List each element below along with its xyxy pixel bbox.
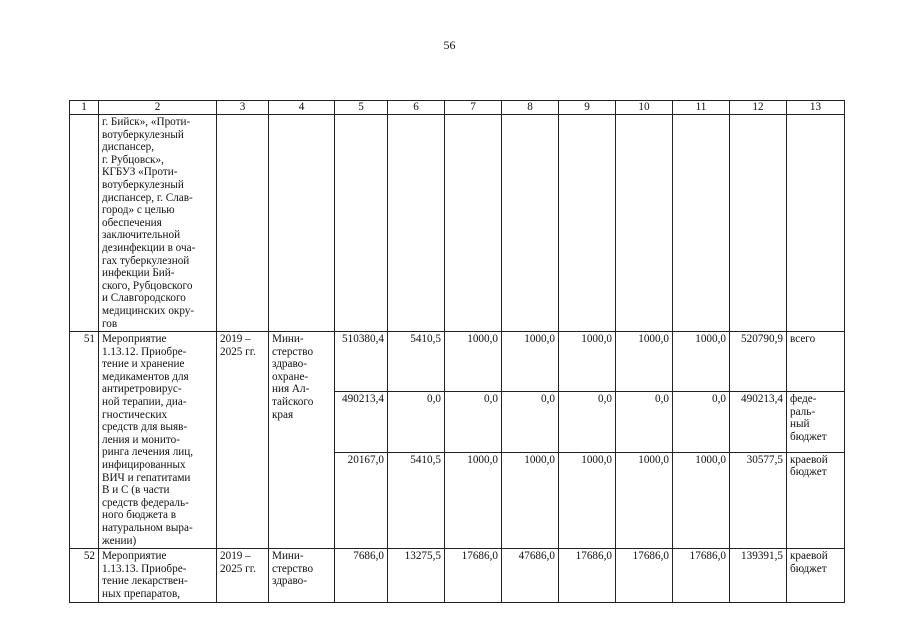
- value-cell: 1000,0: [616, 332, 673, 392]
- value-cell: 0,0: [388, 391, 445, 452]
- value-cell: 7686,0: [335, 549, 388, 602]
- column-header: 10: [616, 101, 673, 115]
- value-cell: 17686,0: [616, 549, 673, 602]
- value-cell: 5410,5: [388, 332, 445, 392]
- implementation-period: 2019 – 2025 гг.: [217, 549, 269, 602]
- header-row: [70, 101, 845, 115]
- row-number: 51: [70, 332, 99, 549]
- value-cell: 1000,0: [445, 452, 502, 548]
- measure-description: Мероприятие 1.13.13. Приобре- тение лекарствен- ных препаратов,: [99, 549, 217, 602]
- value-cell: 0,0: [502, 391, 559, 452]
- total-value-cell: 139391,5: [730, 549, 787, 602]
- page-number: 56: [443, 38, 456, 52]
- funding-source: краевой бюджет: [787, 549, 845, 602]
- measure-description: Мероприятие 1.13.12. Приобре- тение и хранение медикаментов для антиретровирус- ной терапии, диа- гностических средств для выяв- ления и монито- ринга лечения лиц, инфицированных ВИЧ и гепатитами В и С (в части средств федераль- ного бюджета в натуральном выра- жении): [99, 332, 217, 549]
- total-value-cell: 520790,9: [730, 332, 787, 392]
- responsible-executor: Мини- стерство здраво-: [269, 549, 335, 602]
- value-cell: 1000,0: [502, 332, 559, 392]
- column-header: 3: [217, 101, 269, 115]
- implementation-period: 2019 – 2025 гг.: [217, 332, 269, 549]
- column-header: 13: [787, 101, 845, 115]
- funding-source: всего: [787, 332, 845, 392]
- column-header: 1: [70, 101, 99, 115]
- column-header: 2: [99, 101, 217, 115]
- value-cell: 0,0: [673, 391, 730, 452]
- column-header: 5: [335, 101, 388, 115]
- column-header: 9: [559, 101, 616, 115]
- value-cell: 0,0: [445, 391, 502, 452]
- table-row-52: [70, 549, 845, 602]
- value-cell: 1000,0: [673, 452, 730, 548]
- value-cell: 490213,4: [335, 391, 388, 452]
- value-cell: 13275,5: [388, 549, 445, 602]
- value-cell: 5410,5: [388, 452, 445, 548]
- column-header: 6: [388, 101, 445, 115]
- value-cell: 0,0: [559, 391, 616, 452]
- column-header: 7: [445, 101, 502, 115]
- value-cell: 510380,4: [335, 332, 388, 392]
- value-cell: 1000,0: [502, 452, 559, 548]
- value-cell: 1000,0: [559, 332, 616, 392]
- program-table: [69, 100, 845, 603]
- value-cell: 1000,0: [445, 332, 502, 392]
- funding-source: феде- раль- ный бюджет: [787, 391, 845, 452]
- value-cell: 17686,0: [559, 549, 616, 602]
- value-cell: 1000,0: [559, 452, 616, 548]
- value-cell: 47686,0: [502, 549, 559, 602]
- value-cell: 17686,0: [445, 549, 502, 602]
- value-cell: 20167,0: [335, 452, 388, 548]
- column-header: 8: [502, 101, 559, 115]
- total-value-cell: 30577,5: [730, 452, 787, 548]
- value-cell: 0,0: [616, 391, 673, 452]
- funding-source: краевой бюджет: [787, 452, 845, 548]
- column-header: 11: [673, 101, 730, 115]
- row-number: 52: [70, 549, 99, 602]
- table-row-51-total: [70, 332, 845, 392]
- continuation-row: [70, 115, 845, 332]
- value-cell: 17686,0: [673, 549, 730, 602]
- responsible-executor: Мини- стерство здраво- охране- ния Ал- тайского края: [269, 332, 335, 549]
- value-cell: 1000,0: [673, 332, 730, 392]
- value-cell: 1000,0: [616, 452, 673, 548]
- column-header: 12: [730, 101, 787, 115]
- column-header: 4: [269, 101, 335, 115]
- continuation-description: г. Бийск», «Проти- вотуберкулезный диспансер, г. Рубцовск», КГБУЗ «Проти- вотуберкулезный диспансер, г. Слав- город» с целью обеспечения заключительной дезинфекции в оча- гах туберкулезной инфекции Бий- ского, Рубцовского и Славгородского медицинских окру- гов: [99, 115, 217, 332]
- total-value-cell: 490213,4: [730, 391, 787, 452]
